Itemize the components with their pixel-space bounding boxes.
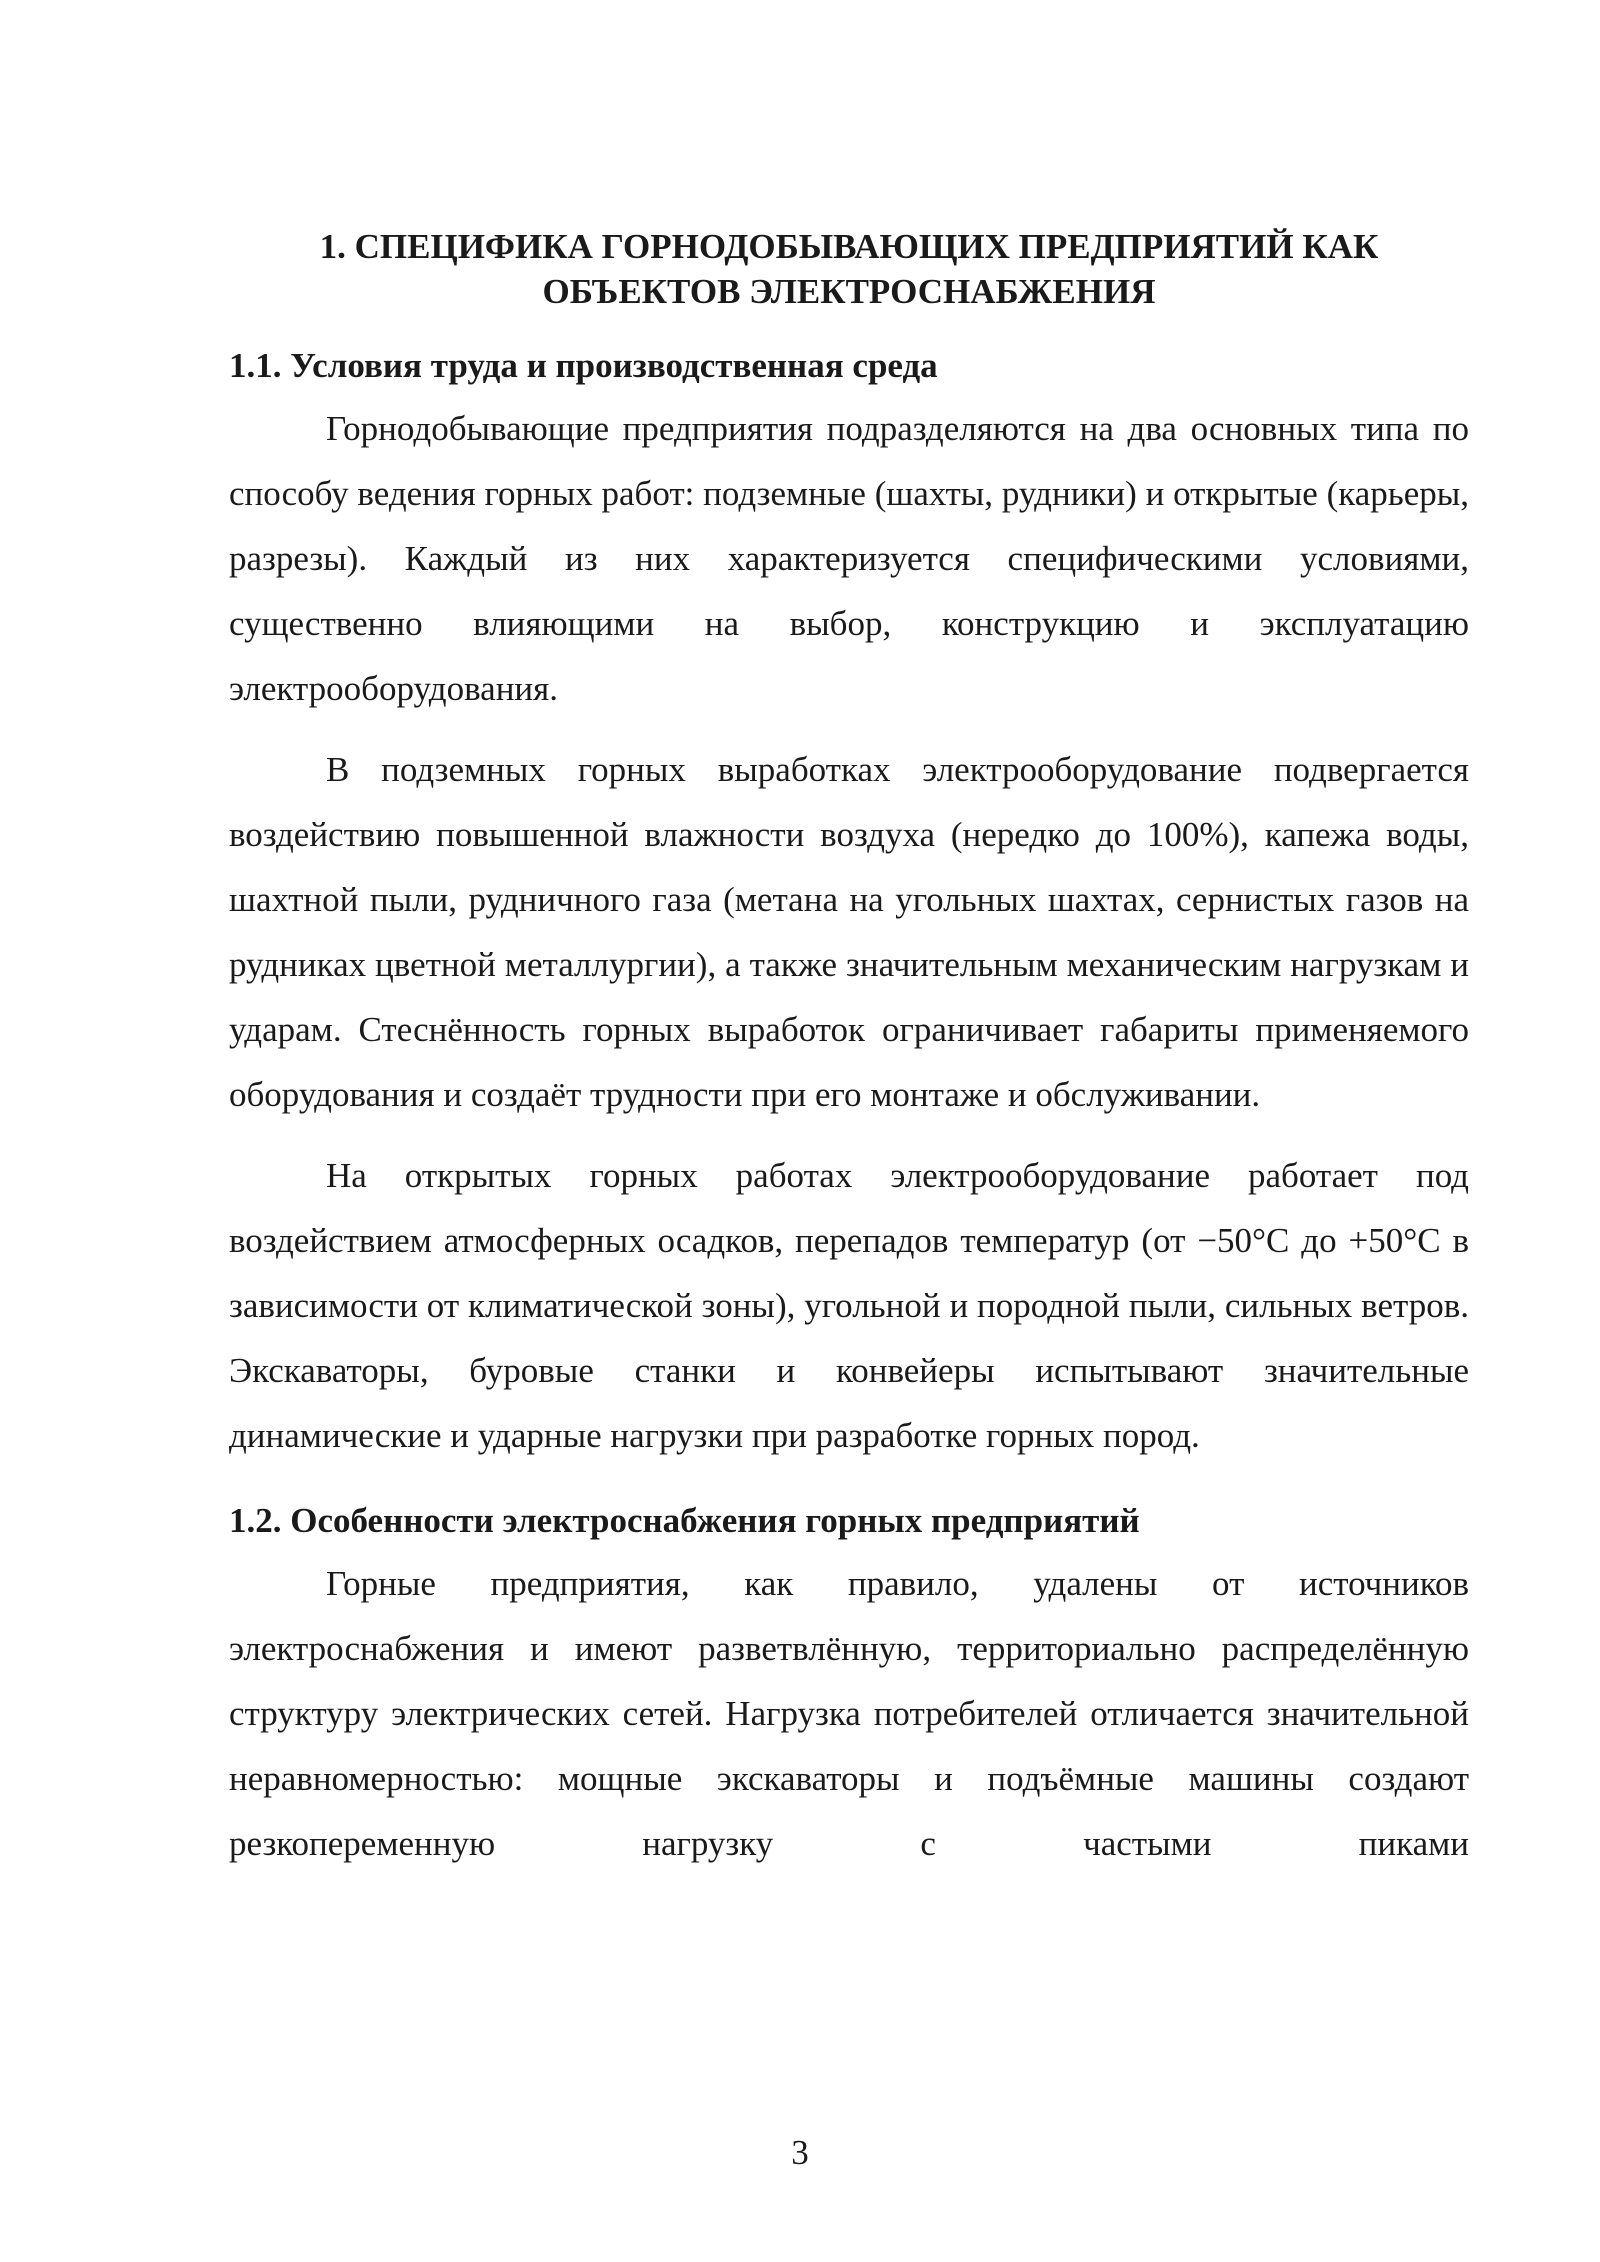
chapter-title <box>229 224 1469 314</box>
paragraph: На открытых горных работах электрооборудование работает под воздействием атмосферных осадков, перепадов температур (от −50°С до +50°С в зависимости от климатической зоны), угольной и породной пыли, сильных ветров. Экскаваторы, буровые станки и конвейеры испытывают значительные динамические и ударные нагрузки при разработке горных пород. <box>229 1156 1469 1455</box>
section-1-1 <box>229 343 1469 1468</box>
section-title: 1.2. Особенности электроснабжения горных предприятий <box>229 1501 1140 1540</box>
paragraph: В подземных горных выработках электрооборудование подвергается воздействию повышенной влажности воздуха (нередко до 100%), капежа воды, шахтной пыли, рудничного газа (метана на угольных шахтах, сернистых газов на рудниках цветной металлургии), а также значительным механическим нагрузкам и ударам. Стеснённость горных выработок ограничивает габариты применяемого оборудования и создаёт трудности при его монтаже и обслуживании. <box>229 750 1469 1114</box>
chapter-title-line-1: 1. СПЕЦИФИКА ГОРНОДОБЫВАЮЩИХ ПРЕДПРИЯТИЙ КАК <box>319 227 1379 266</box>
section-title: 1.1. Условия труда и производственная среда <box>229 346 938 385</box>
paragraph: Горнодобывающие предприятия подразделяются на два основных типа по способу ведения горных работ: подземные (шахты, рудники) и открытые (карьеры, разрезы). Каждый из них характеризуется специфическими условиями, существенно влияющими на выбор, конструкцию и эксплуатацию электрооборудования. <box>229 409 1469 708</box>
paragraph: Горные предприятия, как правило, удалены от источников электроснабжения и имеют разветвлённую, территориально распределённую структуру электрических сетей. Нагрузка потребителей отличается значительной неравномерностью: мощные экскаваторы и подъёмные машины создают резкопеременную нагрузку с частыми пиками <box>229 1564 1469 1863</box>
chapter-title-line-2: ОБЪЕКТОВ ЭЛЕКТРОСНАБЖЕНИЯ <box>542 272 1156 311</box>
page-content <box>229 224 1469 1876</box>
page-number: 3 <box>791 2133 809 2172</box>
section-1-2 <box>229 1498 1469 1876</box>
